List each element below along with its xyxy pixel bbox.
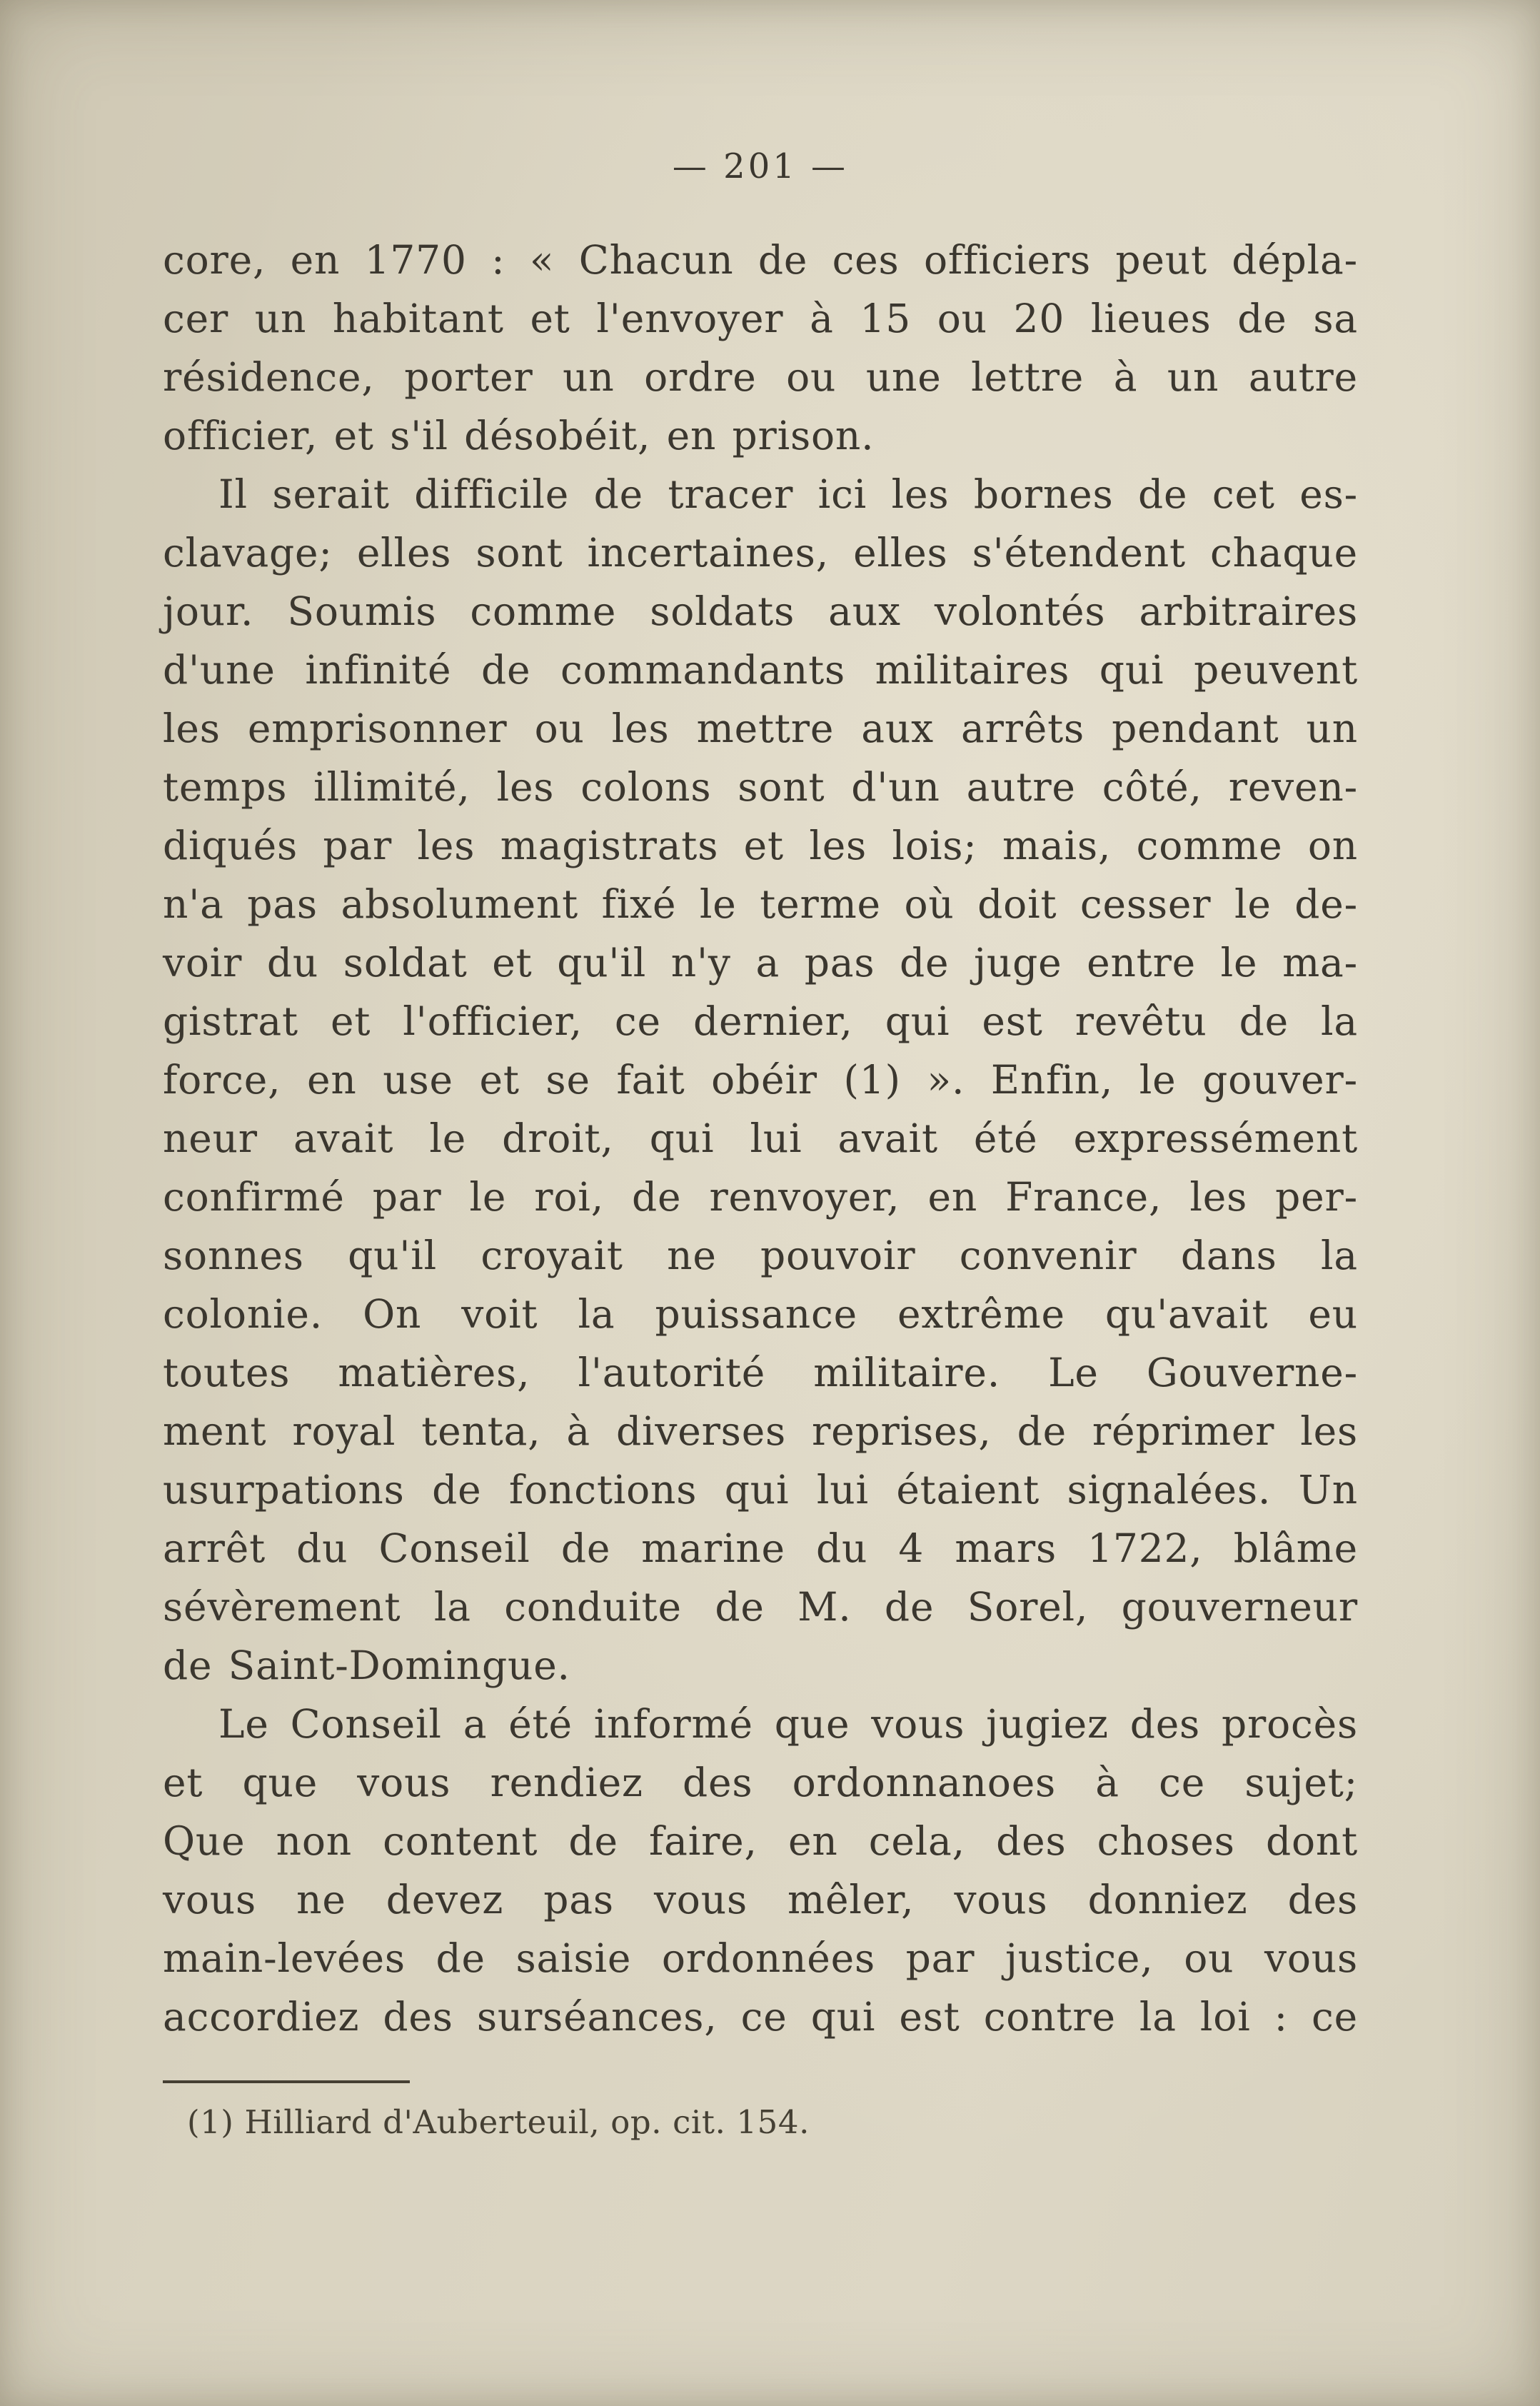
text-line: gistrat et l'officier, ce dernier, qui est revêtu de la [163, 998, 1358, 1044]
footnote-area [163, 2080, 1358, 2141]
text-line: d'une infinité de commandants militaires qui peuvent [163, 647, 1358, 693]
paragraph [163, 231, 1358, 465]
text-line: sévèrement la conduite de M. de Sorel, gouverneur [163, 1584, 1358, 1630]
text-line: diqués par les magistrats et les lois; mais, comme on [163, 823, 1358, 868]
text-line: Que non content de faire, en cela, des choses dont [163, 1818, 1358, 1864]
text-line: core, en 1770 : « Chacun de ces officiers peut dépla- [163, 237, 1358, 283]
text-line: usurpations de fonctions qui lui étaient signalées. Un [163, 1467, 1358, 1513]
text-line: clavage; elles sont incertaines, elles s'étendent chaque [163, 530, 1358, 576]
text-line: résidence, porter un ordre ou une lettre à un autre [163, 354, 1358, 400]
footnote: (1) Hilliard d'Auberteuil, op. cit. 154. [187, 2103, 810, 2141]
text-line: cer un habitant et l'envoyer à 15 ou 20 lieues de sa [163, 296, 1358, 341]
text-line: officier, et s'il désobéit, en prison. [163, 413, 875, 458]
text-line: temps illimité, les colons sont d'un autre côté, reven- [163, 764, 1358, 810]
text-line: force, en use et se fait obéir (1) ». Enfin, le gouver- [163, 1057, 1358, 1103]
text-line: main-levées de saisie ordonnées par justice, ou vous [163, 1935, 1358, 1981]
paragraph [163, 465, 1358, 1695]
text-line: colonie. On voit la puissance extrême qu'avait eu [163, 1291, 1358, 1337]
text-line: voir du soldat et qu'il n'y a pas de juge entre le ma- [163, 940, 1358, 986]
text-line: vous ne devez pas vous mêler, vous donniez des [163, 1877, 1358, 1923]
text-line: confirmé par le roi, de renvoyer, en France, les per- [163, 1174, 1358, 1220]
text-line: de Saint-Domingue. [163, 1643, 570, 1688]
text-line: sonnes qu'il croyait ne pouvoir convenir dans la [163, 1233, 1358, 1278]
paragraph [163, 1695, 1358, 2046]
text-line: toutes matières, l'autorité militaire. Le Gouverne- [163, 1350, 1358, 1395]
text-line: accordiez des surséances, ce qui est contre la loi : ce [163, 1994, 1358, 2040]
text-line: n'a pas absolument fixé le terme où doit cesser le de- [163, 881, 1358, 927]
body-text [163, 231, 1358, 2046]
text-line: jour. Soumis comme soldats aux volontés arbitraires [163, 588, 1358, 634]
footnote-separator [163, 2080, 410, 2083]
text-line: ment royal tenta, à diverses reprises, de réprimer les [163, 1408, 1358, 1454]
text-line: les emprisonner ou les mettre aux arrêts pendant un [163, 706, 1358, 751]
text-line: arrêt du Conseil de marine du 4 mars 1722, blâme [163, 1525, 1358, 1571]
text-line: Il serait difficile de tracer ici les bornes de cet es- [218, 471, 1358, 517]
page-number: — 201 — [672, 146, 849, 186]
text-line: Le Conseil a été informé que vous jugiez des procès [218, 1701, 1358, 1747]
text-line: neur avait le droit, qui lui avait été expressément [163, 1116, 1358, 1161]
text-line: et que vous rendiez des ordonnanoes à ce sujet; [163, 1760, 1358, 1805]
